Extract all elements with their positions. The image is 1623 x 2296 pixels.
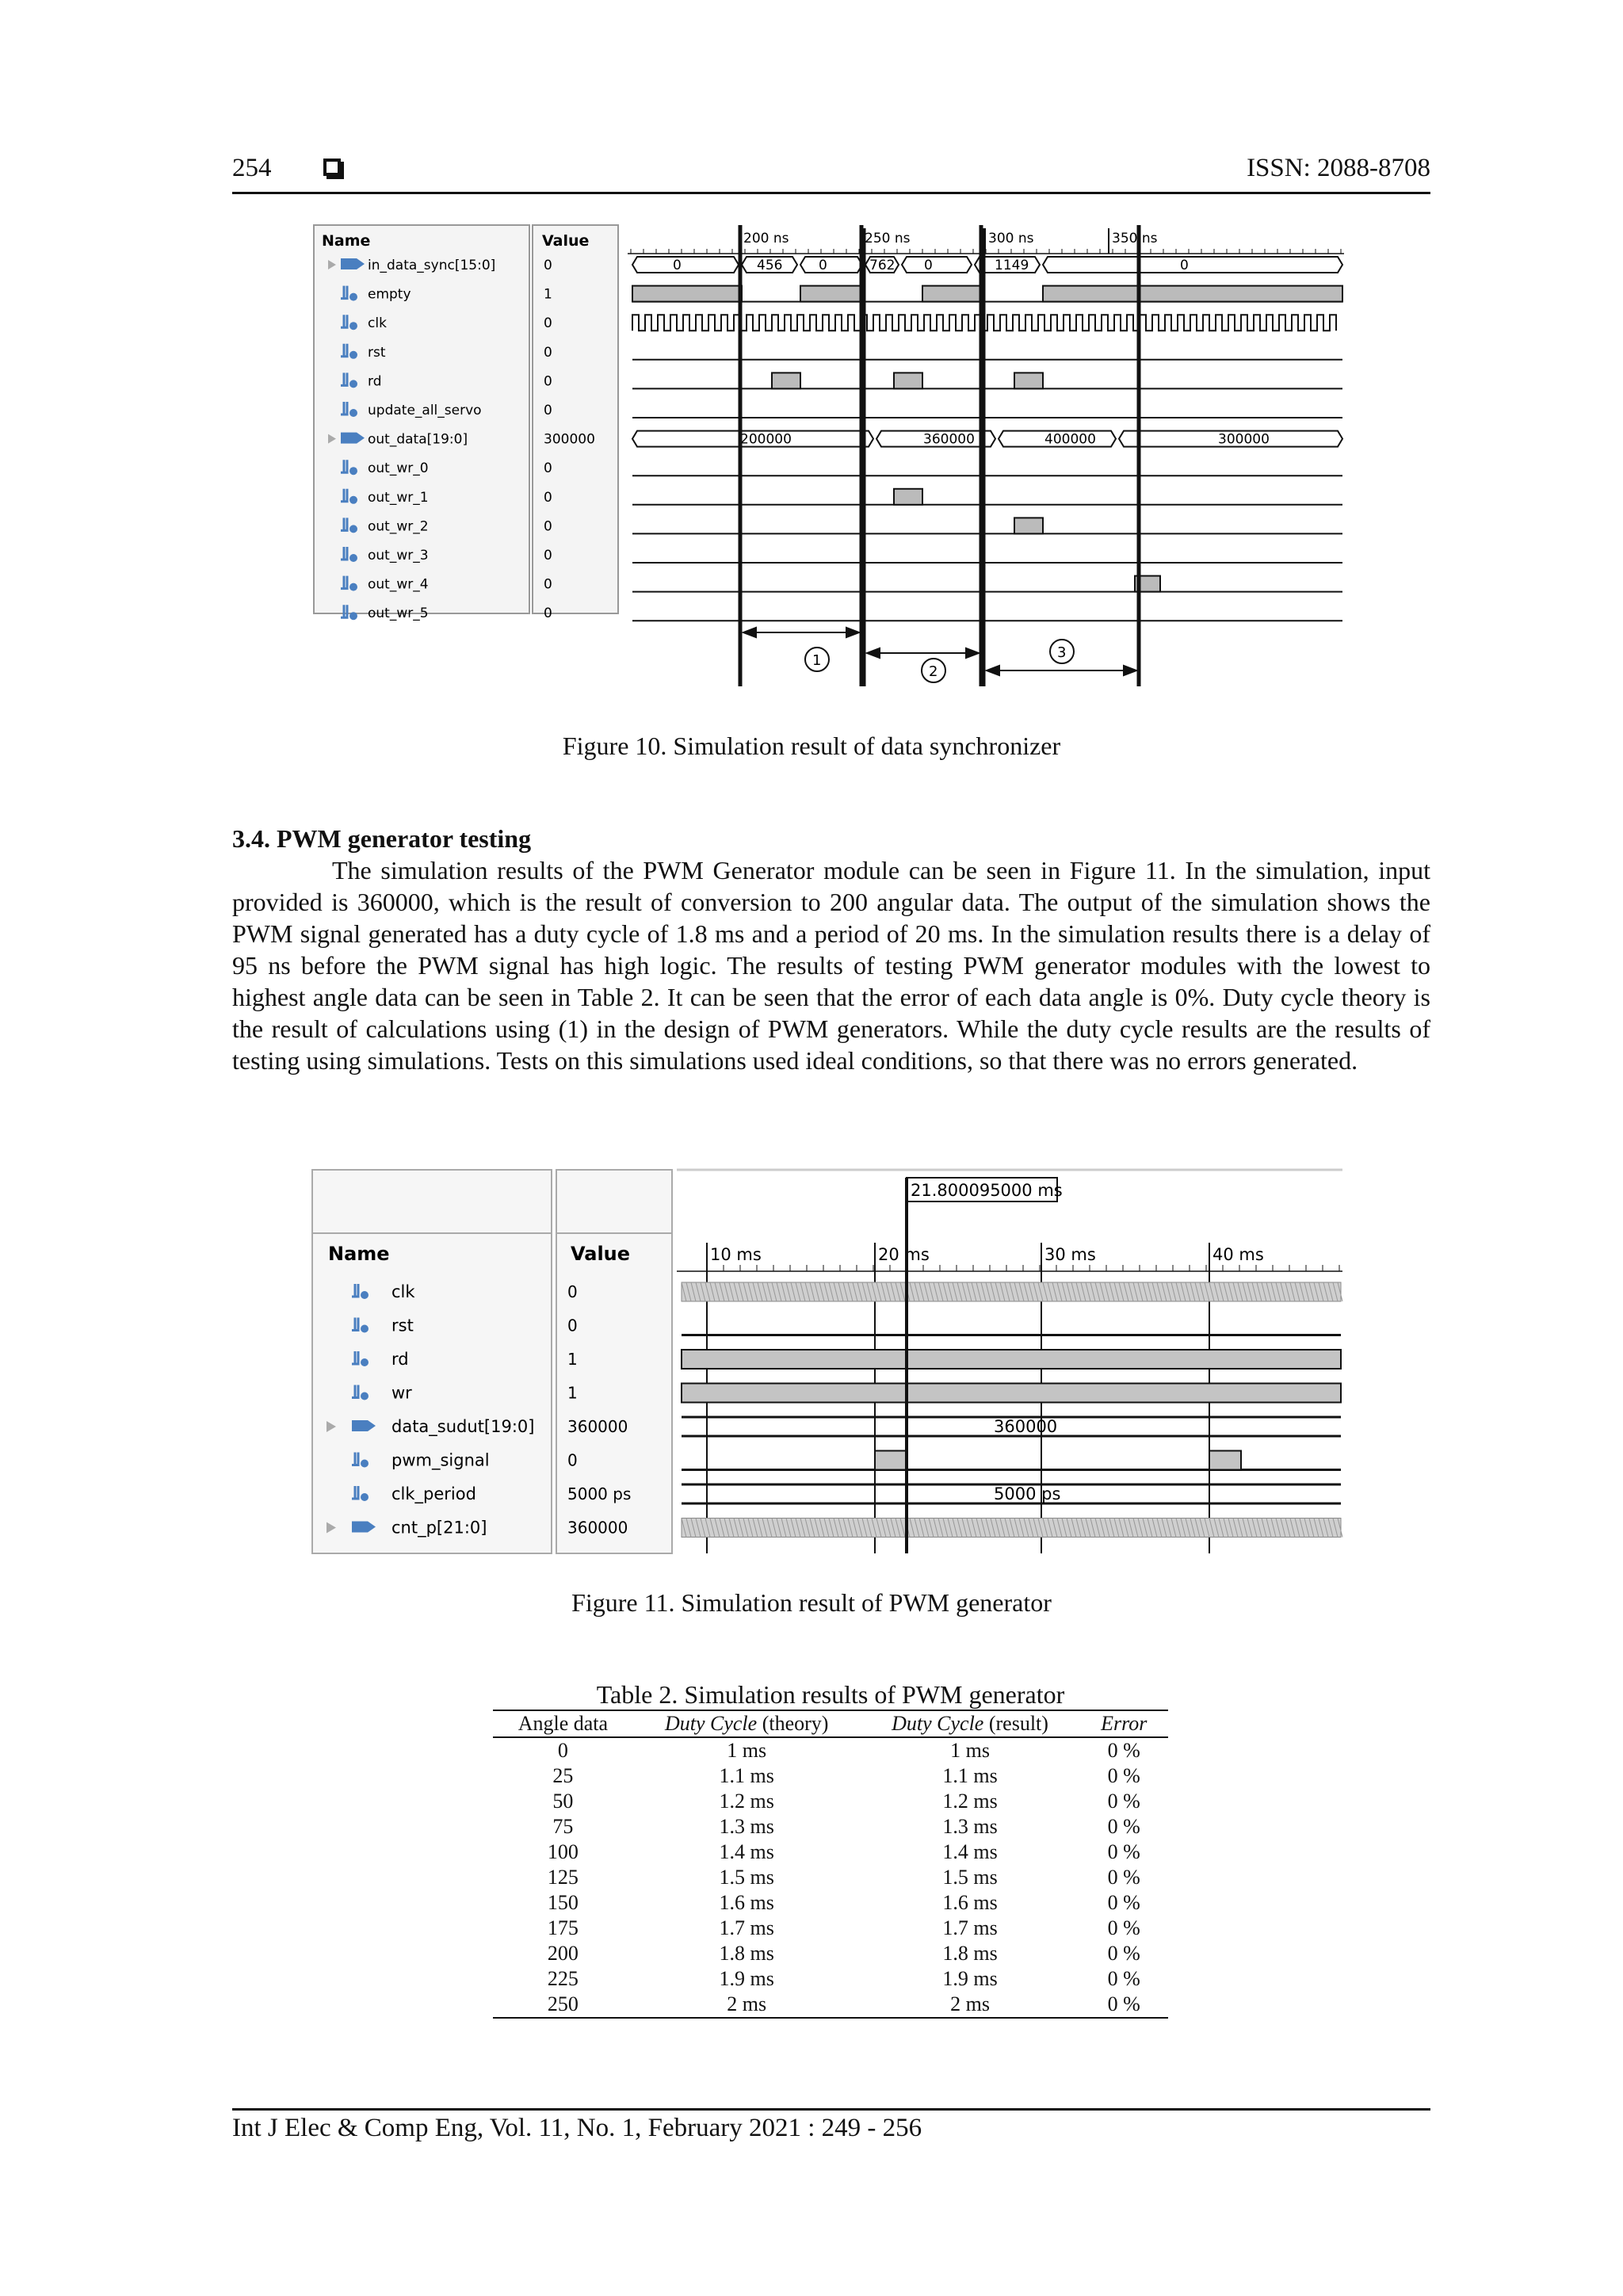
table-cell: 125 bbox=[547, 1866, 579, 1889]
bus-value: 0 bbox=[924, 258, 933, 273]
signal-value: 360000 bbox=[567, 1518, 628, 1538]
fig10-name-header: Name bbox=[322, 232, 371, 250]
footer-rule bbox=[232, 2108, 1430, 2111]
signal-value: 0 bbox=[544, 606, 552, 622]
signal-value: 360000 bbox=[567, 1417, 628, 1436]
signal-value: 0 bbox=[544, 576, 552, 593]
table2-title: Table 2. Simulation results of PWM generator bbox=[596, 1680, 1065, 1709]
table-cell: 2 ms bbox=[861, 1992, 1080, 2018]
signal-name: rd bbox=[391, 1350, 409, 1369]
signal-name: out_wr_5 bbox=[368, 606, 429, 622]
marker-1: 1 bbox=[812, 652, 822, 669]
header-rule bbox=[232, 192, 1430, 194]
signal-name: out_wr_4 bbox=[368, 576, 429, 593]
table-cell: 1.1 ms bbox=[942, 1764, 998, 1787]
bus-signal-icon bbox=[352, 1522, 368, 1533]
table-cell: 0 % bbox=[1107, 1891, 1140, 1914]
bus-value: 300000 bbox=[1218, 431, 1270, 448]
table-cell: 0 % bbox=[1107, 1739, 1140, 1762]
table-cell: 1.2 ms bbox=[942, 1790, 998, 1813]
page-number: 254 bbox=[232, 154, 272, 182]
footer-citation: Int J Elec & Comp Eng, Vol. 11, No. 1, February 2021 : 249 - 256 bbox=[232, 2114, 922, 2142]
paragraph-text: The simulation results of the PWM Generator module can be seen in Figure 11. In the simulation, input provided is 360000, which is the result of conversion to 200 angular data. The output of the simulation shows the PWM signal generated has a duty cycle of 1.8 ms and a period of 20 ms. In the simulation results there is a delay of 95 ns before the PWM signal has high logic. The results of testing PWM generator modules with the lowest to highest angle data can be seen in Table 2. It can be seen that the error of each data angle is 0%. Duty cycle theory is the result of calculations using (1) in the design of PWM generators. While the duty cycle results are the results of testing using simulations. Tests on this simulations used ideal conditions, so that there was no errors generated. bbox=[232, 856, 1430, 1075]
signal-name: update_all_servo bbox=[368, 403, 482, 418]
table-cell: 1.9 ms bbox=[942, 1967, 998, 1990]
table-row bbox=[493, 1916, 1168, 1941]
table-cell: 1.3 ms bbox=[719, 1815, 774, 1838]
table-cell: 1.8 ms bbox=[719, 1942, 774, 1965]
table-cell: 1.5 ms bbox=[719, 1866, 774, 1889]
time-label: 200 ns bbox=[743, 231, 789, 246]
bus-value: 0 bbox=[1180, 258, 1189, 273]
bus-value: 0 bbox=[819, 258, 827, 273]
bus-value: 400000 bbox=[1044, 431, 1096, 448]
signal-value: 0 bbox=[544, 460, 552, 477]
signal-value: 0 bbox=[567, 1450, 578, 1470]
figure11-caption: Figure 11. Simulation result of PWM generator bbox=[571, 1588, 1052, 1617]
issn-label: ISSN: 2088-8708 bbox=[1247, 154, 1430, 182]
table-row bbox=[493, 1814, 1168, 1839]
bus-signal-icon bbox=[352, 1420, 368, 1431]
table-cell: 0 % bbox=[1107, 1866, 1140, 1889]
bus-value: 5000 ps bbox=[994, 1484, 1061, 1503]
signal-name: rst bbox=[368, 344, 386, 361]
table-cell: 200 bbox=[547, 1942, 579, 1965]
bus-signal-icon bbox=[341, 433, 357, 444]
signal-name: out_wr_2 bbox=[368, 518, 429, 535]
table-cell: 25 bbox=[552, 1764, 574, 1787]
signal-value: 0 bbox=[544, 344, 552, 361]
table-cell: 1.5 ms bbox=[942, 1866, 998, 1889]
figure11-waveform bbox=[311, 1165, 1350, 1561]
signal-value: 0 bbox=[544, 518, 552, 535]
signal-name: wr bbox=[391, 1383, 412, 1403]
table-row bbox=[493, 1737, 1168, 1763]
table-cell: 225 bbox=[547, 1967, 579, 1990]
bus-value: 360000 bbox=[994, 1417, 1058, 1436]
signal-value: 0 bbox=[544, 373, 552, 390]
time-label: 10 ms bbox=[710, 1245, 762, 1264]
signal-name: rst bbox=[391, 1316, 414, 1335]
signal-value: 5000 ps bbox=[567, 1484, 632, 1503]
marker-3: 3 bbox=[1057, 644, 1067, 661]
signal-value: 0 bbox=[544, 403, 552, 418]
signal-value: 0 bbox=[544, 315, 552, 332]
bus-value: 1149 bbox=[995, 258, 1029, 273]
fig10-value-header: Value bbox=[542, 232, 590, 250]
table-cell: 150 bbox=[547, 1891, 579, 1914]
table-cell: 1.1 ms bbox=[719, 1764, 774, 1787]
results-table bbox=[493, 1710, 1168, 2019]
table-cell: 1.4 ms bbox=[942, 1840, 998, 1863]
signal-name: clk_period bbox=[391, 1484, 476, 1503]
bus-value: 0 bbox=[673, 258, 682, 273]
table-cell: 1.9 ms bbox=[719, 1967, 774, 1990]
signal-name: out_wr_3 bbox=[368, 548, 429, 563]
time-label: 20 ms bbox=[878, 1245, 930, 1264]
time-label: 250 ns bbox=[865, 231, 911, 246]
table-row bbox=[493, 1839, 1168, 1865]
signal-name: clk bbox=[391, 1282, 415, 1301]
marker-2: 2 bbox=[929, 663, 938, 680]
signal-name: cnt_p[21:0] bbox=[391, 1518, 487, 1538]
col-duty-theory: Duty Cycle (theory) bbox=[633, 1710, 861, 1737]
signal-value: 0 bbox=[567, 1282, 578, 1301]
table-cell: 1.7 ms bbox=[719, 1916, 774, 1939]
time-label: 40 ms bbox=[1212, 1245, 1264, 1264]
square-bullet-icon bbox=[323, 159, 341, 176]
table-cell: 1.6 ms bbox=[942, 1891, 998, 1914]
table-cell: 250 bbox=[493, 1992, 633, 2018]
table-row bbox=[493, 1865, 1168, 1890]
col-duty-result: Duty Cycle (result) bbox=[861, 1710, 1080, 1737]
table-header-row bbox=[493, 1710, 1168, 1737]
table-cell: 1.8 ms bbox=[942, 1942, 998, 1965]
signal-value: 300000 bbox=[544, 431, 595, 448]
col-error: Error bbox=[1079, 1710, 1168, 1737]
table-cell: 75 bbox=[552, 1815, 574, 1838]
section-heading: 3.4. PWM generator testing bbox=[232, 824, 532, 853]
bus-value: 200000 bbox=[740, 431, 792, 448]
signal-name: data_sudut[19:0] bbox=[391, 1417, 535, 1436]
figure10-caption: Figure 10. Simulation result of data synchronizer bbox=[562, 732, 1061, 760]
table-cell: 50 bbox=[552, 1790, 574, 1813]
table-cell: 1.4 ms bbox=[719, 1840, 774, 1863]
time-label: 350 ns bbox=[1112, 231, 1158, 246]
bus-value: 456 bbox=[757, 258, 783, 273]
bus-signal-icon bbox=[341, 258, 357, 269]
table-cell: 0 % bbox=[1107, 1815, 1140, 1838]
table-cell: 100 bbox=[547, 1840, 579, 1863]
time-label: 30 ms bbox=[1044, 1245, 1096, 1264]
table-cell: 1.3 ms bbox=[942, 1815, 998, 1838]
table-cell: 175 bbox=[547, 1916, 579, 1939]
table-cell: 1 ms bbox=[727, 1739, 767, 1762]
table-cell: 0 % bbox=[1107, 1764, 1140, 1787]
bus-value: 762 bbox=[869, 258, 896, 273]
table-row bbox=[493, 1992, 1168, 2018]
table-cell: 1.2 ms bbox=[719, 1790, 774, 1813]
table-cell: 0 % bbox=[1107, 1916, 1140, 1939]
table-cell: 0 % bbox=[1079, 1992, 1168, 2018]
table-cell: 1.6 ms bbox=[719, 1891, 774, 1914]
time-label: 300 ns bbox=[988, 231, 1034, 246]
table-cell: 1 ms bbox=[950, 1739, 990, 1762]
signal-value: 1 bbox=[544, 286, 552, 303]
table-row bbox=[493, 1890, 1168, 1916]
col-angle: Angle data bbox=[493, 1710, 633, 1737]
signal-name: out_data[19:0] bbox=[368, 431, 468, 448]
signal-value: 1 bbox=[567, 1350, 578, 1369]
table-cell: 0 % bbox=[1107, 1840, 1140, 1863]
table-cell: 2 ms bbox=[633, 1992, 861, 2018]
table-row bbox=[493, 1763, 1168, 1789]
signal-value: 0 bbox=[544, 258, 552, 273]
signal-value: 0 bbox=[544, 489, 552, 506]
signal-value: 1 bbox=[567, 1383, 578, 1403]
cursor-time-label: 21.800095000 ms bbox=[911, 1181, 1063, 1200]
signal-name: pwm_signal bbox=[391, 1450, 490, 1470]
fig11-value-header: Value bbox=[571, 1243, 631, 1265]
signal-name: empty bbox=[368, 286, 411, 303]
table-cell: 0 % bbox=[1107, 1790, 1140, 1813]
table-row bbox=[493, 1966, 1168, 1992]
table-row bbox=[493, 1941, 1168, 1966]
signal-value: 0 bbox=[544, 548, 552, 563]
fig11-name-header: Name bbox=[328, 1243, 390, 1265]
signal-value: 0 bbox=[567, 1316, 578, 1335]
signal-name: rd bbox=[368, 373, 382, 390]
table-cell: 0 bbox=[557, 1739, 568, 1762]
table-row bbox=[493, 1789, 1168, 1814]
section-paragraph bbox=[232, 854, 1430, 1076]
signal-name: clk bbox=[368, 315, 387, 332]
signal-name: out_wr_0 bbox=[368, 460, 429, 477]
figure10-waveform bbox=[312, 219, 1350, 694]
signal-name: out_wr_1 bbox=[368, 489, 429, 506]
table2 bbox=[493, 1680, 1168, 2019]
table-cell: 0 % bbox=[1107, 1967, 1140, 1990]
table-cell: 1.7 ms bbox=[942, 1916, 998, 1939]
bus-value: 360000 bbox=[923, 431, 975, 448]
table-cell: 0 % bbox=[1107, 1942, 1140, 1965]
signal-name: in_data_sync[15:0] bbox=[368, 258, 496, 273]
